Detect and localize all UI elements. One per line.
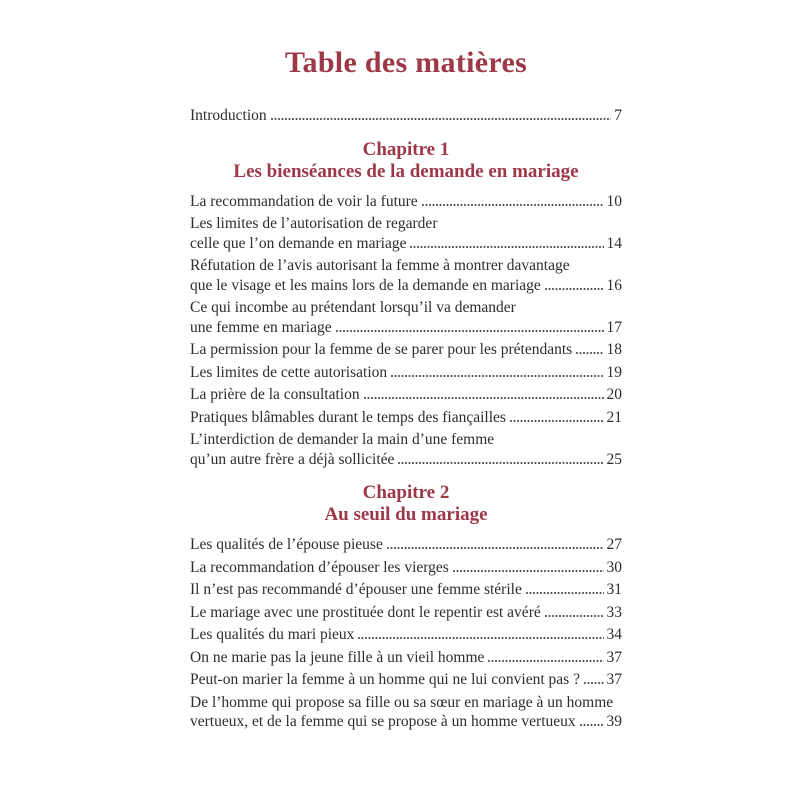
page-number: 10	[606, 192, 622, 210]
toc-entry-row	[190, 106, 622, 126]
toc-entry-text: Les limites de cette autorisation	[190, 363, 388, 381]
toc-entry-text: La recommandation d’épouser les vierges	[190, 558, 449, 576]
toc-entry-row	[190, 625, 622, 645]
toc-entry-text: Pratiques blâmables durant le temps des fiançailles	[190, 408, 506, 426]
toc-entry-text: Le mariage avec une prostituée dont le repentir est avéré	[190, 603, 541, 621]
page-number: 19	[606, 363, 622, 381]
page-number: 16	[606, 276, 622, 294]
toc-entry-text: On ne marie pas la jeune fille à un vieil homme	[190, 648, 485, 666]
dot-leader	[576, 352, 603, 354]
toc-entry	[190, 298, 622, 337]
page-number: 25	[606, 450, 622, 468]
dot-leader	[398, 462, 603, 464]
page-number: 30	[606, 558, 622, 576]
toc-entry	[190, 430, 622, 469]
dot-leader	[391, 375, 603, 377]
toc-entry	[190, 693, 622, 732]
toc-entry-text: De l’homme qui propose sa fille ou sa sœur en mariage à un homme	[190, 693, 614, 711]
toc-entry-text: Les limites de l’autorisation de regarder	[190, 215, 438, 232]
dot-leader	[271, 118, 612, 120]
toc-entry	[190, 580, 622, 600]
toc-entry-row	[190, 234, 622, 254]
toc-entry	[190, 558, 622, 578]
toc-entry	[190, 106, 622, 126]
dot-leader	[584, 682, 604, 684]
dot-leader	[358, 637, 603, 639]
dot-leader	[364, 397, 604, 399]
toc-entry-row	[190, 192, 622, 212]
page-number: 39	[606, 713, 622, 730]
toc-entry	[190, 192, 622, 212]
dot-leader	[545, 288, 604, 290]
page-number: 31	[606, 581, 622, 598]
toc-entry	[190, 535, 622, 555]
dot-leader	[526, 592, 604, 594]
toc-entry	[190, 385, 622, 405]
page-number: 18	[606, 341, 622, 358]
dot-leader	[453, 570, 604, 572]
toc-entry-text: La recommandation de voir la future	[190, 192, 418, 210]
toc-entry	[190, 648, 622, 668]
toc-entry-row	[190, 276, 622, 296]
toc-entry-text: Les qualités du mari pieux	[190, 626, 355, 643]
toc-entry-row	[190, 670, 622, 690]
toc-entry-text: vertueux, et de la femme qui se propose à un homme vertueux	[190, 713, 576, 730]
chapter-heading	[190, 482, 622, 526]
toc-entry-text: La permission pour la femme de se parer pour les prétendants	[190, 341, 573, 358]
page-number: 21	[606, 408, 622, 426]
toc	[190, 106, 622, 732]
toc-entry-text: Introduction	[190, 107, 267, 124]
toc-entry-text: Réfutation de l’avis autorisant la femme à montrer davantage	[190, 257, 570, 274]
toc-entry-text: Les qualités de l’épouse pieuse	[190, 536, 383, 553]
chapter-heading	[190, 139, 622, 183]
toc-entry	[190, 408, 622, 428]
dot-leader	[488, 660, 603, 662]
toc-entry-text: La prière de la consultation	[190, 386, 360, 403]
page-number: 33	[606, 603, 622, 621]
toc-entry-row	[190, 580, 622, 600]
toc-entry-text: Il n’est pas recommandé d’épouser une femme stérile	[190, 581, 522, 598]
toc-entry-text: une femme en mariage	[190, 318, 332, 336]
dot-leader	[422, 204, 604, 206]
toc-entry-row	[190, 603, 622, 623]
page-number: 7	[614, 107, 622, 124]
toc-entry-text: qu’un autre frère a déjà sollicitée	[190, 450, 395, 468]
toc-entry	[190, 670, 622, 690]
toc-entry-row	[190, 558, 622, 578]
dot-leader	[410, 246, 603, 248]
toc-entry-row	[190, 648, 622, 668]
toc-entry-text: que le visage et les mains lors de la demande en mariage	[190, 276, 541, 294]
page-number: 20	[606, 386, 622, 403]
page-title: Table des matières	[284, 46, 528, 79]
dot-leader	[580, 724, 604, 726]
toc-entry-row	[190, 450, 622, 470]
toc-entry-row	[190, 318, 622, 338]
toc-entry-row	[190, 385, 622, 405]
toc-entry	[190, 603, 622, 623]
toc-entry	[190, 363, 622, 383]
toc-entry	[190, 214, 622, 253]
toc-entry	[190, 340, 622, 360]
page-number: 37	[606, 648, 622, 666]
toc-entry-text: Ce qui incombe au prétendant lorsqu’il va demander	[190, 299, 516, 316]
chapter-label: Chapitre 2	[362, 482, 450, 503]
dot-leader	[387, 547, 604, 549]
page-number: 14	[606, 234, 622, 252]
toc-entry	[190, 625, 622, 645]
toc-entry	[190, 256, 622, 295]
page-number: 37	[606, 671, 622, 688]
toc-entry-row	[190, 363, 622, 383]
page-number: 34	[606, 626, 622, 643]
dot-leader	[336, 330, 604, 332]
toc-entry-row	[190, 712, 622, 732]
page-number: 17	[606, 318, 622, 336]
toc-entry-text: celle que l’on demande en mariage	[190, 234, 407, 252]
toc-entry-text: L’interdiction de demander la main d’une femme	[190, 431, 495, 448]
toc-entry-row	[190, 535, 622, 555]
chapter-title: Au seuil du mariage	[324, 504, 488, 525]
toc-entry-text: Peut-on marier la femme à un homme qui ne lui convient pas ?	[190, 671, 580, 688]
dot-leader	[545, 615, 604, 617]
toc-entry-row	[190, 408, 622, 428]
toc-entry-row	[190, 340, 622, 360]
page-number: 27	[606, 536, 622, 553]
chapter-title: Les bienséances de la demande en mariage	[233, 160, 579, 182]
dot-leader	[510, 420, 604, 422]
chapter-label: Chapitre 1	[362, 138, 450, 160]
